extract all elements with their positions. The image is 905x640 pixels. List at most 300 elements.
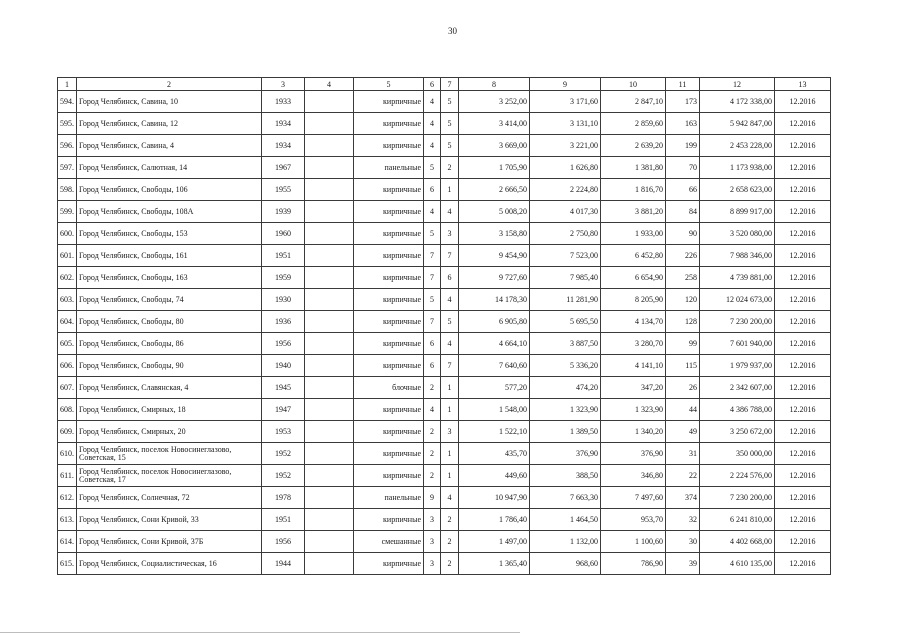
repair-cost-cell: 7 230 200,00: [700, 311, 775, 333]
total-area-cell: 449,60: [459, 465, 530, 487]
entrances-cell: 1: [441, 377, 459, 399]
premises-area-cell: 1 389,50: [530, 421, 601, 443]
repair-cost-cell: 4 172 338,00: [700, 91, 775, 113]
table-body: [58, 91, 831, 575]
column-4-cell: [305, 267, 354, 289]
year-cell: 1967: [262, 157, 305, 179]
completion-term-cell: 12.2016: [775, 399, 831, 421]
wall-material-cell: кирпичные: [354, 553, 424, 575]
floors-cell: 3: [424, 531, 441, 553]
total-area-cell: 3 158,80: [459, 223, 530, 245]
completion-term-cell: 12.2016: [775, 465, 831, 487]
repair-cost-cell: 3 520 080,00: [700, 223, 775, 245]
repair-cost-cell: 350 000,00: [700, 443, 775, 465]
total-area-cell: 1 365,40: [459, 553, 530, 575]
repair-cost-cell: 7 601 940,00: [700, 333, 775, 355]
address-cell: Город Челябинск, Смирных, 20: [77, 421, 262, 443]
entrances-cell: 4: [441, 201, 459, 223]
row-number: 596.: [58, 135, 77, 157]
residents-cell: 120: [666, 289, 700, 311]
column-4-cell: [305, 91, 354, 113]
column-4-cell: [305, 531, 354, 553]
completion-term-cell: 12.2016: [775, 553, 831, 575]
year-cell: 1952: [262, 465, 305, 487]
premises-area-cell: 4 017,30: [530, 201, 601, 223]
residents-cell: 49: [666, 421, 700, 443]
column-number-12: 12: [700, 78, 775, 91]
row-number: 594.: [58, 91, 77, 113]
wall-material-cell: панельные: [354, 487, 424, 509]
address-cell: Город Челябинск, Свободы, 161: [77, 245, 262, 267]
table-row: [58, 289, 831, 311]
residents-cell: 32: [666, 509, 700, 531]
column-number-3: 3: [262, 78, 305, 91]
repair-cost-cell: 2 342 607,00: [700, 377, 775, 399]
repair-cost-cell: 4 739 881,00: [700, 267, 775, 289]
residential-area-cell: 6 654,90: [601, 267, 666, 289]
residential-area-cell: 376,90: [601, 443, 666, 465]
entrances-cell: 4: [441, 333, 459, 355]
table-row: [58, 355, 831, 377]
year-cell: 1952: [262, 443, 305, 465]
column-4-cell: [305, 421, 354, 443]
residential-area-cell: 786,90: [601, 553, 666, 575]
residential-area-cell: 1 933,00: [601, 223, 666, 245]
repair-cost-cell: 6 241 810,00: [700, 509, 775, 531]
column-4-cell: [305, 201, 354, 223]
row-number: 608.: [58, 399, 77, 421]
completion-term-cell: 12.2016: [775, 355, 831, 377]
wall-material-cell: кирпичные: [354, 443, 424, 465]
residential-area-cell: 2 639,20: [601, 135, 666, 157]
table-row: [58, 509, 831, 531]
column-number-10: 10: [601, 78, 666, 91]
entrances-cell: 5: [441, 311, 459, 333]
column-4-cell: [305, 311, 354, 333]
total-area-cell: 14 178,30: [459, 289, 530, 311]
column-number-2: 2: [77, 78, 262, 91]
floors-cell: 3: [424, 553, 441, 575]
premises-area-cell: 2 750,80: [530, 223, 601, 245]
wall-material-cell: кирпичные: [354, 355, 424, 377]
floors-cell: 5: [424, 289, 441, 311]
floors-cell: 4: [424, 113, 441, 135]
completion-term-cell: 12.2016: [775, 157, 831, 179]
table-row: [58, 553, 831, 575]
total-area-cell: 7 640,60: [459, 355, 530, 377]
entrances-cell: 3: [441, 223, 459, 245]
premises-area-cell: 1 464,50: [530, 509, 601, 531]
floors-cell: 5: [424, 223, 441, 245]
completion-term-cell: 12.2016: [775, 179, 831, 201]
residential-area-cell: 8 205,90: [601, 289, 666, 311]
repair-cost-cell: 4 610 135,00: [700, 553, 775, 575]
repair-cost-cell: 1 979 937,00: [700, 355, 775, 377]
completion-term-cell: 12.2016: [775, 377, 831, 399]
floors-cell: 5: [424, 157, 441, 179]
repair-cost-cell: 2 658 623,00: [700, 179, 775, 201]
column-4-cell: [305, 509, 354, 531]
row-number: 607.: [58, 377, 77, 399]
premises-area-cell: 7 523,00: [530, 245, 601, 267]
row-number: 595.: [58, 113, 77, 135]
wall-material-cell: кирпичные: [354, 201, 424, 223]
year-cell: 1934: [262, 135, 305, 157]
premises-area-cell: 1 626,80: [530, 157, 601, 179]
entrances-cell: 5: [441, 91, 459, 113]
wall-material-cell: кирпичные: [354, 289, 424, 311]
premises-area-cell: 5 695,50: [530, 311, 601, 333]
residential-area-cell: 1 323,90: [601, 399, 666, 421]
repair-cost-cell: 3 250 672,00: [700, 421, 775, 443]
column-number-7: 7: [441, 78, 459, 91]
completion-term-cell: 12.2016: [775, 333, 831, 355]
column-number-6: 6: [424, 78, 441, 91]
floors-cell: 2: [424, 465, 441, 487]
completion-term-cell: 12.2016: [775, 487, 831, 509]
floors-cell: 3: [424, 509, 441, 531]
wall-material-cell: смешанные: [354, 531, 424, 553]
residents-cell: 163: [666, 113, 700, 135]
column-4-cell: [305, 113, 354, 135]
floors-cell: 6: [424, 179, 441, 201]
column-4-cell: [305, 157, 354, 179]
premises-area-cell: 7 663,30: [530, 487, 601, 509]
table-row: [58, 311, 831, 333]
year-cell: 1939: [262, 201, 305, 223]
floors-cell: 7: [424, 311, 441, 333]
entrances-cell: 4: [441, 289, 459, 311]
entrances-cell: 1: [441, 179, 459, 201]
table-row: [58, 223, 831, 245]
floors-cell: 7: [424, 245, 441, 267]
completion-term-cell: 12.2016: [775, 289, 831, 311]
completion-term-cell: 12.2016: [775, 113, 831, 135]
year-cell: 1934: [262, 113, 305, 135]
premises-area-cell: 2 224,80: [530, 179, 601, 201]
housing-register-table: [57, 77, 831, 575]
row-number: 604.: [58, 311, 77, 333]
total-area-cell: 3 669,00: [459, 135, 530, 157]
row-number: 600.: [58, 223, 77, 245]
address-cell: Город Челябинск, Солнечная, 72: [77, 487, 262, 509]
year-cell: 1947: [262, 399, 305, 421]
address-cell: Город Челябинск, Смирных, 18: [77, 399, 262, 421]
residents-cell: 30: [666, 531, 700, 553]
completion-term-cell: 12.2016: [775, 443, 831, 465]
floors-cell: 4: [424, 91, 441, 113]
entrances-cell: 1: [441, 399, 459, 421]
completion-term-cell: 12.2016: [775, 421, 831, 443]
premises-area-cell: 1 132,00: [530, 531, 601, 553]
row-number: 602.: [58, 267, 77, 289]
residents-cell: 374: [666, 487, 700, 509]
row-number: 614.: [58, 531, 77, 553]
repair-cost-cell: 12 024 673,00: [700, 289, 775, 311]
year-cell: 1978: [262, 487, 305, 509]
total-area-cell: 9 454,90: [459, 245, 530, 267]
table-row: [58, 135, 831, 157]
year-cell: 1936: [262, 311, 305, 333]
entrances-cell: 3: [441, 421, 459, 443]
residential-area-cell: 4 141,10: [601, 355, 666, 377]
residential-area-cell: 1 816,70: [601, 179, 666, 201]
residential-area-cell: 6 452,80: [601, 245, 666, 267]
column-number-5: 5: [354, 78, 424, 91]
repair-cost-cell: 4 402 668,00: [700, 531, 775, 553]
year-cell: 1933: [262, 91, 305, 113]
wall-material-cell: кирпичные: [354, 179, 424, 201]
residents-cell: 258: [666, 267, 700, 289]
address-cell: Город Челябинск, Славянская, 4: [77, 377, 262, 399]
row-number: 609.: [58, 421, 77, 443]
residential-area-cell: 4 134,70: [601, 311, 666, 333]
wall-material-cell: кирпичные: [354, 311, 424, 333]
column-number-8: 8: [459, 78, 530, 91]
residential-area-cell: 346,80: [601, 465, 666, 487]
repair-cost-cell: 5 942 847,00: [700, 113, 775, 135]
completion-term-cell: 12.2016: [775, 531, 831, 553]
premises-area-cell: 968,60: [530, 553, 601, 575]
column-4-cell: [305, 487, 354, 509]
wall-material-cell: кирпичные: [354, 135, 424, 157]
page-number: 30: [448, 26, 457, 36]
column-number-9: 9: [530, 78, 601, 91]
table-row: [58, 487, 831, 509]
address-cell: Город Челябинск, Савина, 10: [77, 91, 262, 113]
table-row: [58, 113, 831, 135]
wall-material-cell: блочные: [354, 377, 424, 399]
table-row: [58, 201, 831, 223]
floors-cell: 6: [424, 355, 441, 377]
residential-area-cell: 347,20: [601, 377, 666, 399]
total-area-cell: 2 666,50: [459, 179, 530, 201]
residents-cell: 99: [666, 333, 700, 355]
year-cell: 1944: [262, 553, 305, 575]
row-number: 611.: [58, 465, 77, 487]
repair-cost-cell: 1 173 938,00: [700, 157, 775, 179]
address-cell: Город Челябинск, Социалистическая, 16: [77, 553, 262, 575]
residential-area-cell: 3 881,20: [601, 201, 666, 223]
column-4-cell: [305, 179, 354, 201]
address-cell: Город Челябинск, Сони Кривой, 33: [77, 509, 262, 531]
residents-cell: 22: [666, 465, 700, 487]
premises-area-cell: 11 281,90: [530, 289, 601, 311]
repair-cost-cell: 7 230 200,00: [700, 487, 775, 509]
year-cell: 1955: [262, 179, 305, 201]
row-number: 612.: [58, 487, 77, 509]
floors-cell: 4: [424, 201, 441, 223]
total-area-cell: 577,20: [459, 377, 530, 399]
wall-material-cell: кирпичные: [354, 421, 424, 443]
column-4-cell: [305, 399, 354, 421]
floors-cell: 2: [424, 421, 441, 443]
year-cell: 1930: [262, 289, 305, 311]
completion-term-cell: 12.2016: [775, 509, 831, 531]
entrances-cell: 5: [441, 113, 459, 135]
address-cell: Город Челябинск, поселок Новосинеглазово, Советская, 15: [77, 443, 262, 465]
total-area-cell: 4 664,10: [459, 333, 530, 355]
wall-material-cell: кирпичные: [354, 509, 424, 531]
row-number: 613.: [58, 509, 77, 531]
row-number: 615.: [58, 553, 77, 575]
total-area-cell: 1 497,00: [459, 531, 530, 553]
address-cell: Город Челябинск, Свободы, 106: [77, 179, 262, 201]
entrances-cell: 2: [441, 157, 459, 179]
column-4-cell: [305, 465, 354, 487]
column-4-cell: [305, 135, 354, 157]
residents-cell: 128: [666, 311, 700, 333]
column-4-cell: [305, 333, 354, 355]
entrances-cell: 1: [441, 465, 459, 487]
column-number-13: 13: [775, 78, 831, 91]
year-cell: 1956: [262, 531, 305, 553]
wall-material-cell: кирпичные: [354, 91, 424, 113]
entrances-cell: 6: [441, 267, 459, 289]
address-cell: Город Челябинск, Сони Кривой, 37Б: [77, 531, 262, 553]
table-row: [58, 421, 831, 443]
repair-cost-cell: 8 899 917,00: [700, 201, 775, 223]
residents-cell: 66: [666, 179, 700, 201]
wall-material-cell: кирпичные: [354, 113, 424, 135]
table-row: [58, 465, 831, 487]
premises-area-cell: 5 336,20: [530, 355, 601, 377]
total-area-cell: 1 548,00: [459, 399, 530, 421]
premises-area-cell: 388,50: [530, 465, 601, 487]
residential-area-cell: 7 497,60: [601, 487, 666, 509]
completion-term-cell: 12.2016: [775, 223, 831, 245]
table-row: [58, 245, 831, 267]
premises-area-cell: 7 985,40: [530, 267, 601, 289]
entrances-cell: 4: [441, 487, 459, 509]
total-area-cell: 9 727,60: [459, 267, 530, 289]
premises-area-cell: 1 323,90: [530, 399, 601, 421]
wall-material-cell: кирпичные: [354, 399, 424, 421]
residents-cell: 39: [666, 553, 700, 575]
column-4-cell: [305, 553, 354, 575]
floors-cell: 9: [424, 487, 441, 509]
residential-area-cell: 1 100,60: [601, 531, 666, 553]
repair-cost-cell: 2 224 576,00: [700, 465, 775, 487]
table-row: [58, 267, 831, 289]
table-row: [58, 399, 831, 421]
address-cell: Город Челябинск, Свободы, 108А: [77, 201, 262, 223]
residents-cell: 115: [666, 355, 700, 377]
total-area-cell: 435,70: [459, 443, 530, 465]
residents-cell: 31: [666, 443, 700, 465]
residents-cell: 26: [666, 377, 700, 399]
year-cell: 1951: [262, 509, 305, 531]
column-4-cell: [305, 377, 354, 399]
residents-cell: 199: [666, 135, 700, 157]
total-area-cell: 10 947,90: [459, 487, 530, 509]
completion-term-cell: 12.2016: [775, 245, 831, 267]
residential-area-cell: 1 340,20: [601, 421, 666, 443]
row-number: 598.: [58, 179, 77, 201]
bottom-rule: [0, 632, 520, 633]
table-row: [58, 377, 831, 399]
year-cell: 1940: [262, 355, 305, 377]
year-cell: 1951: [262, 245, 305, 267]
table-row: [58, 531, 831, 553]
total-area-cell: 1 786,40: [459, 509, 530, 531]
row-number: 599.: [58, 201, 77, 223]
entrances-cell: 2: [441, 553, 459, 575]
total-area-cell: 6 905,80: [459, 311, 530, 333]
repair-cost-cell: 4 386 788,00: [700, 399, 775, 421]
floors-cell: 2: [424, 443, 441, 465]
table-row: [58, 157, 831, 179]
floors-cell: 7: [424, 267, 441, 289]
address-cell: Город Челябинск, Свободы, 80: [77, 311, 262, 333]
table-row: [58, 333, 831, 355]
year-cell: 1953: [262, 421, 305, 443]
column-4-cell: [305, 443, 354, 465]
repair-cost-cell: 2 453 228,00: [700, 135, 775, 157]
address-cell: Город Челябинск, Савина, 12: [77, 113, 262, 135]
year-cell: 1956: [262, 333, 305, 355]
residential-area-cell: 953,70: [601, 509, 666, 531]
wall-material-cell: кирпичные: [354, 223, 424, 245]
column-number-11: 11: [666, 78, 700, 91]
column-4-cell: [305, 355, 354, 377]
address-cell: Город Челябинск, поселок Новосинеглазово, Советская, 17: [77, 465, 262, 487]
row-number: 601.: [58, 245, 77, 267]
address-cell: Город Челябинск, Свободы, 90: [77, 355, 262, 377]
total-area-cell: 1 705,90: [459, 157, 530, 179]
column-4-cell: [305, 245, 354, 267]
table-row: [58, 443, 831, 465]
premises-area-cell: 3 171,60: [530, 91, 601, 113]
address-cell: Город Челябинск, Салютная, 14: [77, 157, 262, 179]
year-cell: 1945: [262, 377, 305, 399]
column-number-4: 4: [305, 78, 354, 91]
row-number: 610.: [58, 443, 77, 465]
wall-material-cell: кирпичные: [354, 245, 424, 267]
residents-cell: 70: [666, 157, 700, 179]
address-cell: Город Челябинск, Свободы, 74: [77, 289, 262, 311]
table-row: [58, 91, 831, 113]
completion-term-cell: 12.2016: [775, 91, 831, 113]
residents-cell: 44: [666, 399, 700, 421]
completion-term-cell: 12.2016: [775, 135, 831, 157]
residential-area-cell: 3 280,70: [601, 333, 666, 355]
row-number: 597.: [58, 157, 77, 179]
residential-area-cell: 2 847,10: [601, 91, 666, 113]
column-4-cell: [305, 223, 354, 245]
completion-term-cell: 12.2016: [775, 311, 831, 333]
premises-area-cell: 3 131,10: [530, 113, 601, 135]
residential-area-cell: 2 859,60: [601, 113, 666, 135]
completion-term-cell: 12.2016: [775, 201, 831, 223]
entrances-cell: 2: [441, 531, 459, 553]
address-cell: Город Челябинск, Савина, 4: [77, 135, 262, 157]
entrances-cell: 7: [441, 245, 459, 267]
entrances-cell: 2: [441, 509, 459, 531]
address-cell: Город Челябинск, Свободы, 163: [77, 267, 262, 289]
year-cell: 1960: [262, 223, 305, 245]
wall-material-cell: кирпичные: [354, 465, 424, 487]
residents-cell: 173: [666, 91, 700, 113]
floors-cell: 2: [424, 377, 441, 399]
floors-cell: 4: [424, 399, 441, 421]
address-cell: Город Челябинск, Свободы, 153: [77, 223, 262, 245]
total-area-cell: 3 414,00: [459, 113, 530, 135]
total-area-cell: 1 522,10: [459, 421, 530, 443]
column-number-row: [58, 78, 831, 91]
residents-cell: 90: [666, 223, 700, 245]
table-row: [58, 179, 831, 201]
